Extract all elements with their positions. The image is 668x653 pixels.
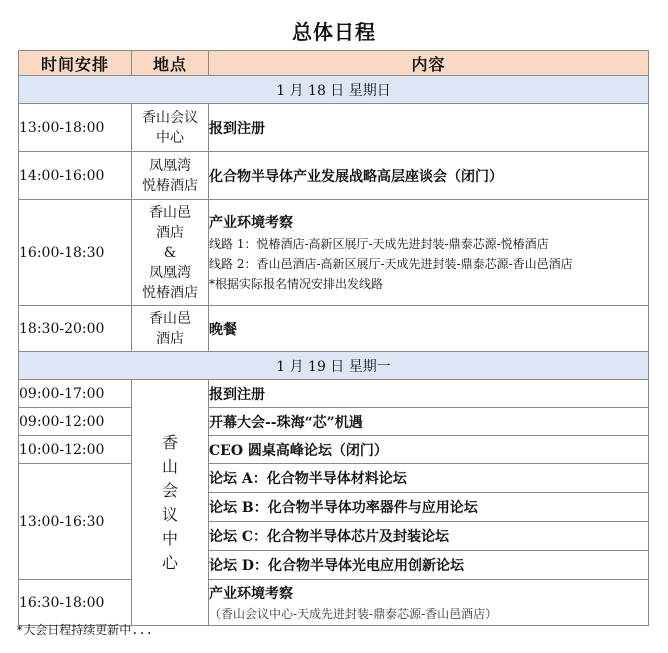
header-place: 地点 <box>132 51 209 76</box>
venue-char: 山 <box>161 456 178 476</box>
venue-char: 香 <box>161 432 178 452</box>
content-cell: 晚餐 <box>209 306 649 352</box>
footnote: *大会日程持续更新中... <box>16 623 153 637</box>
venue-cell <box>132 380 209 626</box>
table-row <box>19 104 649 152</box>
content-cell: 报到注册 <box>209 104 649 152</box>
venue-char: 中 <box>161 528 178 548</box>
place-line: & <box>163 244 177 261</box>
content-title: 产业环境考察 <box>209 214 293 231</box>
venue-char: 议 <box>161 504 178 524</box>
forum-c: 论坛 C：化合物半导体芯片及封装论坛 <box>209 522 649 551</box>
time-cell: 09:00-12:00 <box>19 408 132 436</box>
route-1: 线路 1：悦椿酒店-高新区展厅-天成先进封装-鼎泰芯源-悦椿酒店 <box>209 236 549 251</box>
place-line: 凤凰湾 <box>149 264 191 281</box>
header-time: 时间安排 <box>19 51 132 76</box>
time-cell: 16:30-18:00 <box>19 580 132 626</box>
forum-b: 论坛 B：化合物半导体功率器件与应用论坛 <box>209 493 649 522</box>
content-cell <box>209 580 649 626</box>
time-cell: 13:00-16:30 <box>19 464 132 580</box>
table-row <box>19 408 649 436</box>
forum-a: 论坛 A：化合物半导体材料论坛 <box>209 464 649 493</box>
time-cell: 16:00-18:30 <box>19 200 132 306</box>
venue-char: 心 <box>161 552 178 572</box>
time-cell: 14:00-16:00 <box>19 152 132 200</box>
content-title: 产业环境考察 <box>209 586 293 602</box>
schedule-table <box>18 50 649 626</box>
page-title: 总体日程 <box>292 20 376 44</box>
time-cell: 09:00-17:00 <box>19 380 132 408</box>
place-cell <box>132 152 209 200</box>
table-row <box>19 152 649 200</box>
header-content: 内容 <box>209 51 649 76</box>
time-cell: 13:00-18:00 <box>19 104 132 152</box>
time-cell: 10:00-12:00 <box>19 436 132 464</box>
content-detail: （香山会议中心-天成先进封装-鼎泰芯源-香山邑酒店） <box>209 607 498 621</box>
place-line: 酒店 <box>156 224 184 241</box>
place-cell <box>132 104 209 152</box>
venue-char: 会 <box>161 480 178 500</box>
table-row <box>19 306 649 352</box>
route-note: *根据实际报名情况安排出发线路 <box>209 276 384 291</box>
header-row <box>19 51 649 76</box>
date-row-day1 <box>19 76 649 104</box>
date-label-day2: 1 月 19 日 星期一 <box>19 352 649 380</box>
content-cell: 报到注册 <box>209 380 649 408</box>
date-label-day1: 1 月 18 日 星期日 <box>19 76 649 104</box>
table-row <box>19 464 649 493</box>
place-line: 香山会议 <box>142 109 198 126</box>
forum-d: 论坛 D：化合物半导体光电应用创新论坛 <box>209 551 649 580</box>
place-cell <box>132 306 209 352</box>
place-line: 香山邑 <box>149 204 191 221</box>
place-line: 酒店 <box>156 330 184 347</box>
table-row <box>19 380 649 408</box>
date-row-day2 <box>19 352 649 380</box>
place-line: 悦椿酒店 <box>142 177 198 194</box>
time-cell: 18:30-20:00 <box>19 306 132 352</box>
route-2: 线路 2：香山邑酒店-高新区展厅-天成先进封装-鼎泰芯源-香山邑酒店 <box>209 256 573 271</box>
table-row <box>19 200 649 306</box>
place-line: 中心 <box>156 129 184 146</box>
place-line: 悦椿酒店 <box>142 284 198 301</box>
content-cell: 开幕大会--珠海“芯”机遇 <box>209 408 649 436</box>
place-line: 凤凰湾 <box>149 157 191 174</box>
place-line: 香山邑 <box>149 310 191 327</box>
table-row <box>19 436 649 464</box>
table-row <box>19 580 649 626</box>
content-cell: 化合物半导体产业发展战略高层座谈会（闭门） <box>209 152 649 200</box>
content-cell <box>209 200 649 306</box>
content-cell: CEO 圆桌高峰论坛（闭门） <box>209 436 649 464</box>
place-cell <box>132 200 209 306</box>
